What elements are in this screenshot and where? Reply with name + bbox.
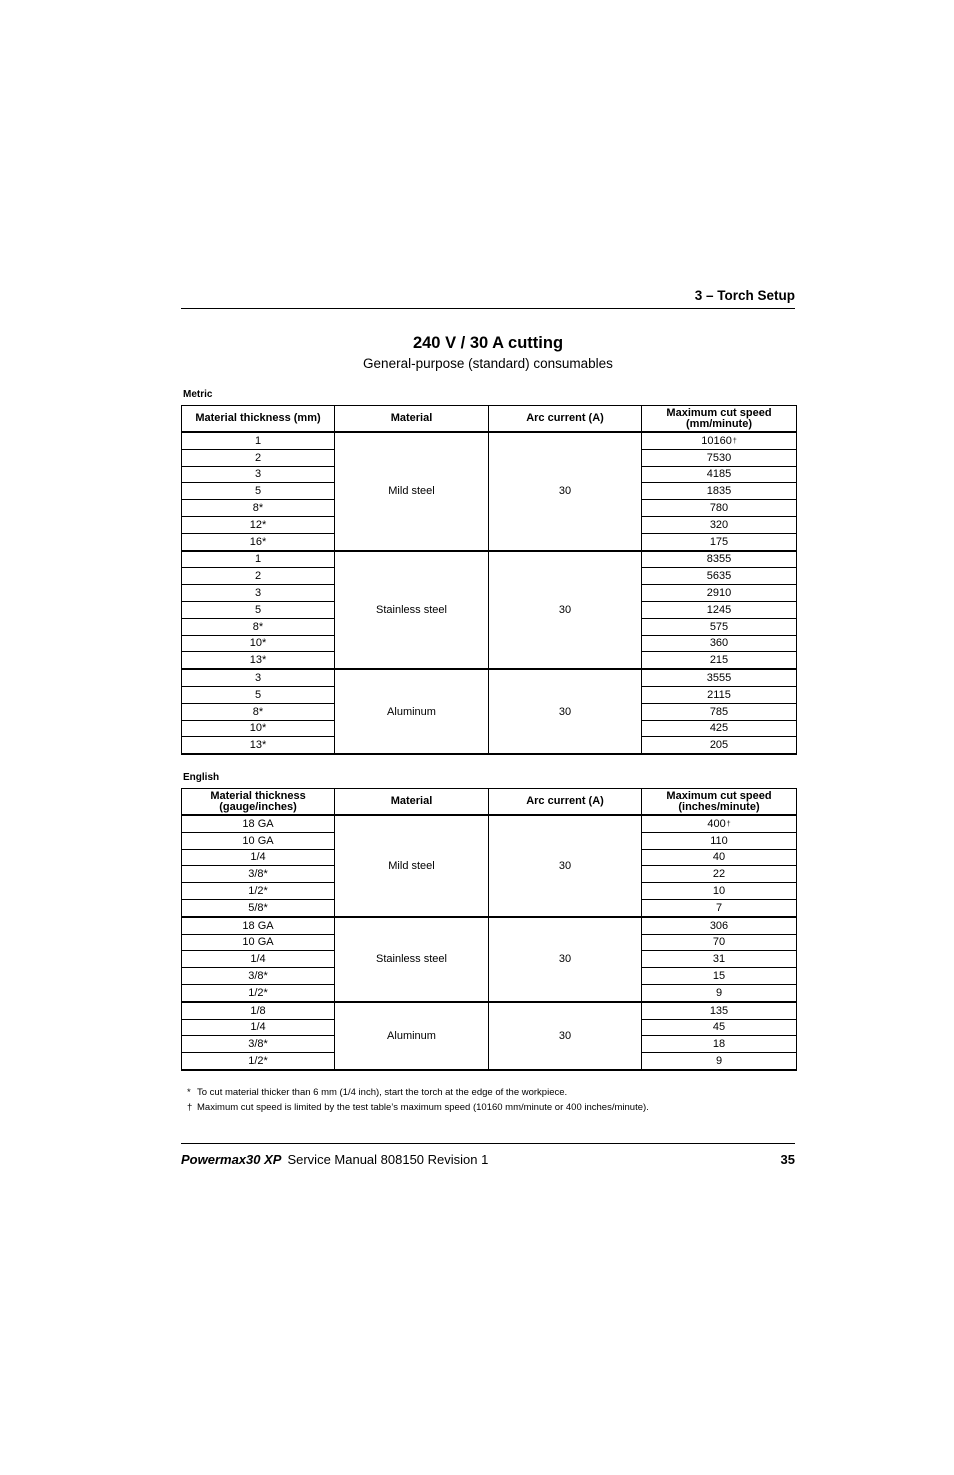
thickness-cell: 18 GA: [182, 917, 335, 934]
speed-cell: [642, 432, 797, 449]
thickness-cell: 1/4: [182, 849, 335, 866]
table-row: [182, 432, 797, 449]
thickness-cell: 3: [182, 585, 335, 602]
thickness-cell: 16*: [182, 533, 335, 550]
thickness-cell: 3: [182, 669, 335, 686]
thickness-cell: 5: [182, 483, 335, 500]
thickness-cell: 1/2*: [182, 1053, 335, 1070]
metric-label: Metric: [183, 389, 213, 400]
speed-value: 22: [712, 868, 726, 881]
speed-value: 1245: [706, 603, 732, 616]
speed-value: 8355: [706, 553, 732, 566]
table-row: [182, 917, 797, 934]
metric-header-material: Material: [335, 406, 489, 433]
arc-current-cell: 30: [489, 432, 642, 551]
thickness-cell: 3/8*: [182, 866, 335, 883]
table-row: [182, 1002, 797, 1019]
thickness-cell: 10*: [182, 635, 335, 652]
speed-cell: [642, 568, 797, 585]
speed-value: 575: [709, 620, 729, 633]
product-name: Powermax30 XP: [181, 1152, 282, 1167]
material-cell: Aluminum: [335, 1002, 489, 1070]
dagger-mark: †: [726, 820, 731, 828]
speed-value: 18: [712, 1038, 726, 1051]
thickness-cell: 8*: [182, 703, 335, 720]
material-cell: Mild steel: [335, 815, 489, 917]
footnote-text: To cut material thicker than 6 mm (1/4 inch), start the torch at the edge of the workpiece.: [197, 1087, 568, 1098]
thickness-cell: 1/4: [182, 1019, 335, 1036]
thickness-cell: 1: [182, 432, 335, 449]
speed-value: 9: [715, 986, 723, 999]
chapter-heading: 3 – Torch Setup: [694, 288, 795, 303]
speed-cell: [642, 883, 797, 900]
speed-value: 1835: [706, 485, 732, 498]
thickness-cell: 8*: [182, 500, 335, 517]
thickness-cell: 2: [182, 449, 335, 466]
speed-cell: [642, 669, 797, 686]
speed-cell: [642, 899, 797, 916]
english-header-current: Arc current (A): [489, 789, 642, 816]
speed-cell: [642, 585, 797, 602]
arc-current-cell: 30: [489, 815, 642, 917]
speed-cell: [642, 533, 797, 550]
thickness-cell: 1/8: [182, 1002, 335, 1019]
arc-current-cell: 30: [489, 669, 642, 754]
speed-value: 360: [709, 637, 729, 650]
english-header-row: [182, 789, 797, 816]
speed-cell: [642, 968, 797, 985]
thickness-cell: 2: [182, 568, 335, 585]
footer-rule: [181, 1143, 795, 1144]
speed-cell: [642, 934, 797, 951]
speed-cell: [642, 500, 797, 517]
material-cell: Stainless steel: [335, 551, 489, 670]
thickness-cell: 1/2*: [182, 883, 335, 900]
english-header-material: Material: [335, 789, 489, 816]
footnote-mark: †: [187, 1102, 193, 1113]
speed-cell: [642, 984, 797, 1001]
speed-value: 40: [712, 851, 726, 864]
speed-value: 9: [715, 1055, 723, 1068]
thickness-cell: 13*: [182, 652, 335, 669]
speed-value: 45: [712, 1021, 726, 1034]
speed-value: 10: [712, 885, 726, 898]
metric-table-body: [182, 432, 797, 754]
speed-value: 3555: [706, 672, 732, 685]
thickness-cell: 3/8*: [182, 968, 335, 985]
manual-info: Service Manual 808150 Revision 1: [287, 1152, 489, 1167]
thickness-cell: 5/8*: [182, 899, 335, 916]
speed-cell: [642, 832, 797, 849]
metric-header-speed: Maximum cut speed (mm/minute): [642, 406, 797, 433]
thickness-cell: 8*: [182, 618, 335, 635]
thickness-cell: 10 GA: [182, 832, 335, 849]
arc-current-cell: 30: [489, 551, 642, 670]
speed-value: 320: [709, 518, 729, 531]
speed-value: 400: [707, 817, 726, 830]
material-cell: Stainless steel: [335, 917, 489, 1002]
table-row: [182, 815, 797, 832]
speed-value: 7530: [706, 451, 732, 464]
speed-value: 306: [709, 919, 729, 932]
english-table-body: [182, 815, 797, 1070]
speed-cell: [642, 516, 797, 533]
speed-value: 135: [709, 1004, 729, 1017]
speed-value: 205: [709, 739, 729, 752]
speed-cell: [642, 866, 797, 883]
speed-value: 7: [715, 901, 723, 914]
speed-cell: [642, 466, 797, 483]
english-table: [181, 788, 797, 1071]
footnote-text: Maximum cut speed is limited by the test table’s maximum speed (10160 mm/minute or 400 inches/minute).: [197, 1102, 649, 1113]
speed-cell: [642, 601, 797, 618]
metric-header-current: Arc current (A): [489, 406, 642, 433]
speed-value: 70: [712, 936, 726, 949]
thickness-cell: 5: [182, 601, 335, 618]
speed-cell: [642, 483, 797, 500]
speed-cell: [642, 635, 797, 652]
english-label: English: [183, 772, 220, 783]
page-number: 35: [780, 1152, 795, 1167]
english-header-speed: Maximum cut speed (inches/minute): [642, 789, 797, 816]
english-header-thickness: Material thickness (gauge/inches): [182, 789, 335, 816]
header-rule: [181, 308, 795, 309]
footnote-mark: *: [187, 1087, 191, 1098]
thickness-cell: 1: [182, 551, 335, 568]
speed-cell: [642, 917, 797, 934]
thickness-cell: 10 GA: [182, 934, 335, 951]
speed-value: 785: [709, 705, 729, 718]
metric-table: [181, 405, 797, 755]
speed-value: 175: [709, 535, 729, 548]
speed-cell: [642, 551, 797, 568]
speed-cell: [642, 652, 797, 669]
speed-cell: [642, 1036, 797, 1053]
speed-cell: [642, 1019, 797, 1036]
metric-header-row: [182, 406, 797, 433]
speed-value: 31: [712, 953, 726, 966]
speed-cell: [642, 686, 797, 703]
thickness-cell: 10*: [182, 720, 335, 737]
speed-value: 215: [709, 654, 729, 667]
speed-cell: [642, 737, 797, 754]
speed-cell: [642, 815, 797, 832]
thickness-cell: 1/4: [182, 951, 335, 968]
speed-cell: [642, 951, 797, 968]
speed-value: 2910: [706, 587, 732, 600]
material-cell: Mild steel: [335, 432, 489, 551]
speed-cell: [642, 1002, 797, 1019]
speed-cell: [642, 703, 797, 720]
arc-current-cell: 30: [489, 917, 642, 1002]
thickness-cell: 3: [182, 466, 335, 483]
footnote-asterisk: [187, 1087, 567, 1098]
speed-value: 780: [709, 502, 729, 515]
speed-cell: [642, 449, 797, 466]
footnote-dagger: [187, 1102, 649, 1113]
thickness-cell: 12*: [182, 516, 335, 533]
speed-cell: [642, 1053, 797, 1070]
speed-value: 2115: [707, 688, 731, 701]
speed-value: 10160: [701, 434, 732, 447]
table-row: [182, 551, 797, 568]
page-subtitle: General-purpose (standard) consumables: [363, 356, 613, 371]
thickness-cell: 13*: [182, 737, 335, 754]
dagger-mark: †: [732, 437, 737, 445]
speed-value: 4185: [706, 468, 732, 481]
thickness-cell: 5: [182, 686, 335, 703]
thickness-cell: 3/8*: [182, 1036, 335, 1053]
table-row: [182, 669, 797, 686]
arc-current-cell: 30: [489, 1002, 642, 1070]
speed-value: 15: [712, 970, 726, 983]
speed-value: 5635: [706, 570, 732, 583]
thickness-cell: 18 GA: [182, 815, 335, 832]
material-cell: Aluminum: [335, 669, 489, 754]
speed-value: 425: [709, 722, 729, 735]
speed-cell: [642, 849, 797, 866]
page-title: 240 V / 30 A cutting: [412, 334, 564, 352]
thickness-cell: 1/2*: [182, 984, 335, 1001]
speed-cell: [642, 720, 797, 737]
speed-cell: [642, 618, 797, 635]
speed-value: 110: [710, 834, 728, 847]
metric-header-thickness: Material thickness (mm): [182, 406, 335, 433]
footer-title: [181, 1152, 488, 1167]
